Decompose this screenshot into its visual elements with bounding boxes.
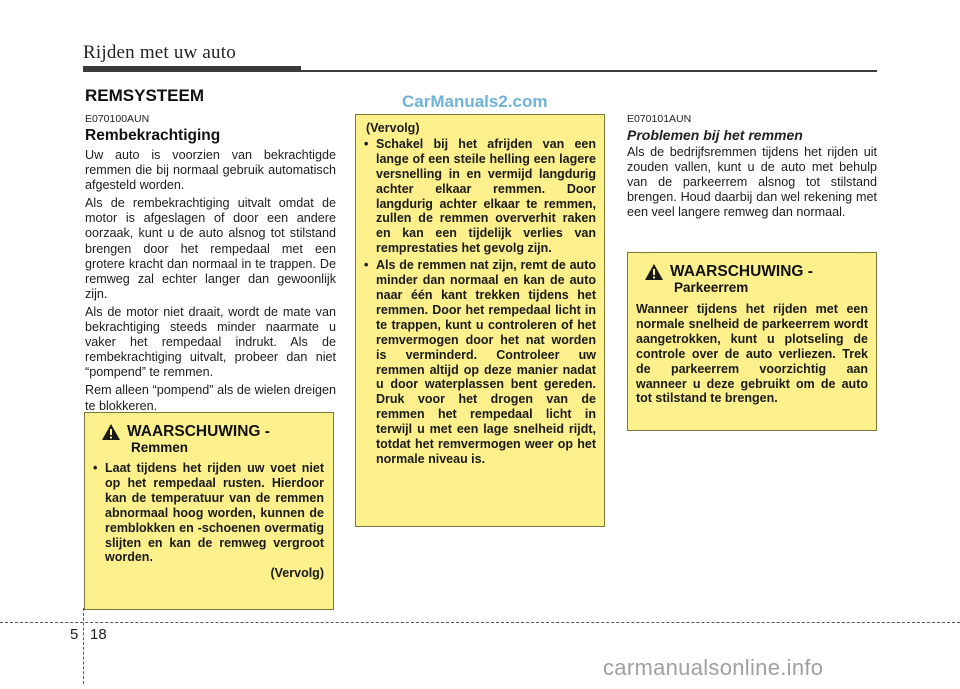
section-title: REMSYSTEEM [85, 86, 205, 105]
right-section-code: E070101AUN [627, 113, 692, 125]
left-paragraph-3: Als de motor niet draait, wordt de mate van bekrachtiging steeds minder naarmate u vaker het rempedaal indrukt. Als de rembekrachtiging uitvalt, probeer dan niet “pompend” te remmen. [85, 304, 336, 380]
continued-bullets [364, 137, 596, 467]
warning-box-parking-brake [627, 252, 877, 431]
continued-label: (Vervolg) [366, 121, 420, 135]
left-body [85, 148, 336, 417]
continued-bullet-1: • Schakel bij het afrijden van een lange of een steile helling een lagere versnelling in en vermijd langdurig achter elkaar remmen. Door langdurig achter elkaar te remmen, zullen de remmen oververhit raken en kan een tijdelijk verlies van remprestaties het gevolg zijn. [364, 136, 596, 256]
warning-bullets [93, 461, 324, 565]
right-paragraph: Als de bedrijfsremmen tijdens het rijden uit zouden vallen, kunt u de auto met behulp van de parkeerrem alsnog tot stilstand brengen. Houd daarbij dan wel rekening met een veel langere remweg dan normaal. [627, 145, 877, 220]
left-section-code: E070100AUN [85, 113, 150, 125]
left-paragraph-1: Uw auto is voorzien van bekrachtigde remmen die bij normaal gebruik automatisch afgesteld worden. [85, 148, 336, 193]
warning-bullet-text: Laat tijdens het rijden uw voet niet op het rempedaal rusten. Hierdoor kan de temperatuur van de remmen abnormaal hoog worden, kunnen de remblokken en -schoenen overmatig slijten en kan de remweg vergroot worden. [105, 461, 324, 565]
continued-bullet-2: • Als de remmen nat zijn, remt de auto minder dan normaal en kan de auto naar één kant trekken tijdens het remmen. Door het rempedaal licht in te trappen, kunt u controleren of het remvermogen door het nat worden is verminderd. Controleer uw remmen altijd op deze manier nadat u door waterplassen bent gereden. Druk voor het drogen van de remmen het rempedaal licht in terwijl u met een lage snelheid rijdt, totdat het remvermogen weer op het normale niveau is. [364, 258, 596, 466]
watermark-bottom: carmanualsonline.info [603, 655, 824, 680]
warning-bullet: • Laat tijdens het rijden uw voet niet op het rempedaal rusten. Hierdoor kan de temperatuur van de remmen abnormaal hoog worden, kunnen de remblokken en -schoenen overmatig slijten en kan de remweg vergroot worden. [93, 461, 324, 565]
watermark-top: CarManuals2.com [402, 92, 548, 111]
right-heading: Problemen bij het remmen [627, 127, 803, 143]
left-paragraph-2: Als de rembekrachtiging uitvalt omdat de motor is afgeslagen of door een andere oorzaak, kunt u de auto alsnog tot stilstand brengen door het rempedaal met een grotere kracht dan normaal in te trappen. De remweg zal echter langer dan gewoonlijk zijn. [85, 196, 336, 301]
footer-divider [83, 608, 84, 684]
page-number: 18 [90, 626, 107, 643]
warning-triangle-icon [644, 263, 664, 281]
warning-subtitle: Remmen [131, 440, 189, 455]
warning-title: WAARSCHUWING - [127, 423, 270, 440]
left-heading: Rembekrachtiging [85, 127, 221, 144]
parking-warning-title: WAARSCHUWING - [670, 263, 813, 280]
warning-triangle-icon [101, 423, 121, 441]
continued-bullet-text-1: Schakel bij het afrijden van een lange of een steile helling een lagere versnelling in en vermijd langdurig achter elkaar remmen. Door langdurig achter elkaar te remmen, zullen de remmen oververhit raken en kan een tijdelijk verlies van remprestaties het gevolg zijn. [376, 136, 596, 256]
footer-rule [0, 622, 960, 623]
parking-warning-text: Wanneer tijdens het rijden met een normale snelheid de parkeerrem wordt aangetrokken, kunt u plotseling de controle over de auto verliezen. Trek de parkeerrem voorzichtig aan wanneer u deze gebruikt om de auto tot stilstand te brengen. [636, 302, 868, 406]
parking-warning-header [636, 263, 868, 296]
warning-box-continued [355, 114, 605, 527]
left-paragraph-4: Rem alleen “pompend” als de wielen dreigen te blokkeren. [85, 383, 336, 413]
header-rule-accent [83, 66, 301, 72]
chapter-title: Rijden met uw auto [83, 42, 236, 63]
continued-bullet-text-2: Als de remmen nat zijn, remt de auto minder dan normaal en kan de auto naar één kant trekken tijdens het remmen. Door het rempedaal licht in te trappen, kunt u controleren of het remvermogen door het nat worden is verminderd. Controleer uw remmen altijd op deze manier nadat u door waterplassen bent gereden. Druk voor het drogen van de remmen het rempedaal licht in terwijl u met een lage snelheid rijdt, totdat het remvermogen weer op het normale niveau is. [376, 258, 596, 466]
warning-box-brakes [84, 412, 334, 610]
warning-continued: (Vervolg) [270, 566, 324, 581]
parking-warning-subtitle: Parkeerrem [674, 280, 749, 295]
page-chapter-number: 5 [70, 626, 79, 643]
warning-header [93, 423, 324, 456]
right-body [627, 145, 877, 223]
